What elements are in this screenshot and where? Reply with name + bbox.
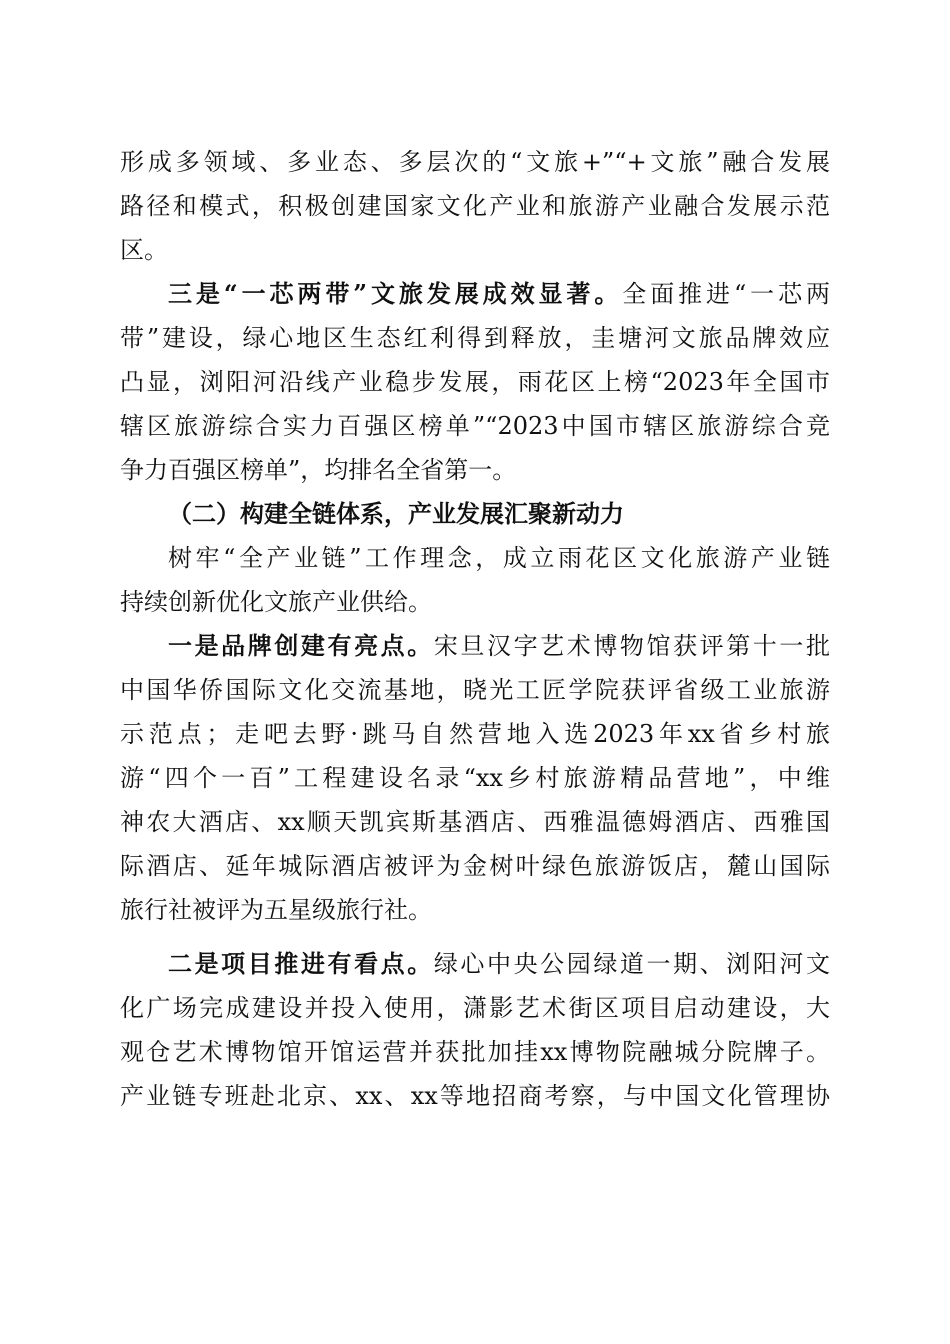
body-line: 争力百强区榜单”，均排名全省第一。 [120,456,517,484]
body-line: 化广场完成建设并投入使用，潇影艺术街区项目启动建设，大 [120,994,830,1022]
body-line: 形成多领域、多业态、多层次的“文旅+”“+文旅”融合发展 [120,148,830,176]
lead-paragraph-line [168,626,830,666]
body-line: 树牢“全产业链”工作理念，成立雨花区文化旅游产业链 [168,544,830,572]
body-line: 中国华侨国际文化交流基地，晓光工匠学院获评省级工业旅游 [120,676,830,704]
body-line: 带”建设，绿心地区生态红利得到释放，圭塘河文旅品牌效应 [120,324,830,352]
lead-continuation: 绿心中央公园绿道一期、浏阳河文 [433,950,830,978]
lead-sentence: 二是项目推进有看点。 [168,949,434,978]
body-line: 辖区旅游综合实力百强区榜单”“2023中国市辖区旅游综合竞 [120,412,830,440]
lead-paragraph-line [168,944,830,984]
body-line: 区。 [120,236,168,264]
lead-continuation: 全面推进“一芯两 [622,280,830,308]
body-line: 示范点；走吧去野·跳马自然营地入选2023年xx省乡村旅 [120,720,830,748]
lead-paragraph-line [168,274,830,314]
body-line: 持续创新优化文旅产业供给。 [120,588,432,616]
lead-sentence: 一是品牌创建有亮点。 [168,631,434,660]
body-line: 凸显，浏阳河沿线产业稳步发展，雨花区上榜“2023年全国市 [120,368,830,396]
lead-continuation: 宋旦汉字艺术博物馆获评第十一批 [433,632,830,660]
body-line: 路径和模式，积极创建国家文化产业和旅游产业融合发展示范 [120,192,830,220]
body-line: 产业链专班赴北京、xx、xx等地招商考察，与中国文化管理协 [120,1082,830,1110]
body-line: 际酒店、延年城际酒店被评为金树叶绿色旅游饭店，麓山国际 [120,852,830,880]
body-line: 旅行社被评为五星级旅行社。 [120,896,432,924]
body-line: 神农大酒店、xx顺天凯宾斯基酒店、西雅温德姆酒店、西雅国 [120,808,830,836]
body-line: 游“四个一百”工程建设名录“xx乡村旅游精品营地”，中维 [120,764,830,792]
body-line: 观仓艺术博物馆开馆运营并获批加挂xx博物院融城分院牌子。 [120,1038,830,1066]
section-heading: （二）构建全链体系，产业发展汇聚新动力 [168,499,624,528]
lead-sentence: 三是“一芯两带”文旅发展成效显著。 [168,279,623,308]
